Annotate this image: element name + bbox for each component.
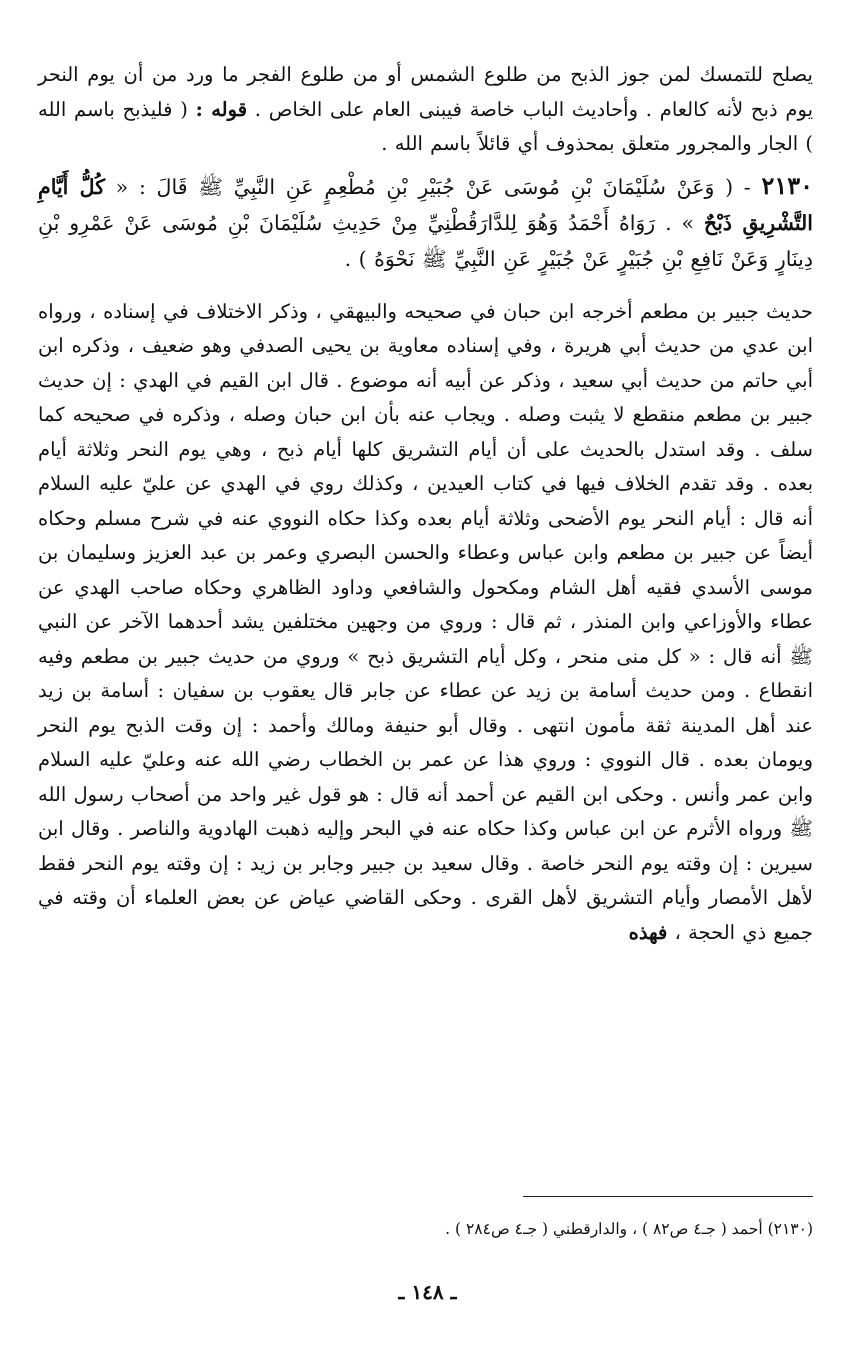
qawluhu-label: قوله : xyxy=(195,97,248,121)
hadith-dash: - xyxy=(733,174,762,199)
intro-line-2: يوم النحر يوم ذبح لأنه كالعام . وأحاديث الباب خاصة فيبنى العام على الخاص . xyxy=(38,63,813,121)
commentary-text: حديث جبير بن مطعم أخرجه ابن حبان في صحيحه والبيهقي ، وذكر الاختلاف في إسناده ، ورواه ابن عدي من حديث أبي هريرة ، وفي إسناده معاوية بن يحيى الصدفي وهو ضعيف ، وذكره ابن أبي حاتم من حديث أبي سعيد ، وذكر عن أبيه أنه موضوع . قال ابن القيم في الهدي : إن حديث جبير بن مطعم منقطع لا يثبت وصله . ويجاب عنه بأن ابن حبان وصله ، وذكره في صحيحه كما سلف . وقد استدل بالحديث على أن أيام التشريق كلها أيام ذبح ، وهي يوم النحر وثلاثة أيام بعده . وقد تقدم الخلاف فيها في كتاب العيدين ، وكذلك روي في الهدي عن عليّ عليه السلام أنه قال : أيام النحر يوم الأضحى وثلاثة أيام بعده وكذا حكاه النووي عنه في شرح مسلم وحكاه أيضاً عن جبير بن مطعم وابن عباس وعطاء والحسن البصري وعمر بن عبد العزيز وسليمان بن موسى الأسدي فقيه أهل الشام ومكحول والشافعي وداود الظاهري وحكاه صاحب الهدي عن عطاء والأوزاعي وابن المنذر ، ثم قال : وروي من وجهين مختلفين يشد أحدهما الآخر عن النبي ﷺ أنه قال : « كل منى منحر ، وكل أيام التشريق ذبح » وروي من حديث جبير بن مطعم وفيه انقطاع . ومن حديث أسامة بن زيد عن عطاء عن جابر قال يعقوب بن سفيان : أسامة بن زيد عند أهل المدينة ثقة مأمون انتهى . وقال أبو حنيفة ومالك وأحمد : إن وقت الذبح يوم النحر ويومان بعده . قال النووي : وروي هذا عن عمر بن الخطاب رضي الله عنه وعليّ عليه السلام وابن عمر وأنس . وحكى ابن القيم عن أحمد أنه قال : هو قول غير واحد من أصحاب رسول الله ﷺ ورواه الأثرم عن ابن عباس وكذا حكاه عنه في البحر وإليه ذهبت الهادوية والناصر . وقال ابن سيرين : إن وقته يوم النحر خاصة . وقال سعيد بن جبير وجابر بن زيد : إن وقته يوم النحر فقط لأهل الأمصار وأيام التشريق لأهل القرى . وحكى القاضي عياض عن بعض العلماء أن وقته في جميع ذي الحجة ، xyxy=(38,299,813,944)
hadith-paragraph xyxy=(38,168,813,277)
page-number: ـ ١٤٨ ـ xyxy=(398,1280,457,1304)
commentary-end-word: فهذه xyxy=(628,920,668,944)
footnote-divider xyxy=(523,1196,813,1197)
commentary-paragraph xyxy=(38,295,813,951)
hadith-quote: كُلُّ أَيَّامِ التَّشْرِيقِ ذَبْحٌ xyxy=(38,174,814,235)
footnote: (٢١٣٠) أحمد ( جـ٤ ص٨٢ ) ، والدارقطني ( جـ٤ ص٢٨٤ ) . xyxy=(445,1220,813,1238)
hadith-number: ٢١٣٠ xyxy=(761,170,813,200)
intro-line-1: يصلح للتمسك لمن جوز الذبح من طلوع الشمس أو من طلوع الفجر ما ورد من أن xyxy=(123,63,813,86)
intro-paragraph xyxy=(38,58,813,162)
hadith-text-b: » . رَوَاهُ أَحْمَدُ وَهُوَ لِلدَّارَقُطْنِيِّ مِنْ حَدِيثِ سُلَيْمَانَ بْنِ مُوسَى عَنْ عَمْرِو بْنِ دِينَارٍ وَعَنْ نَافِعِ بْنِ جُبَيْرٍ عَنْ جُبَيْرٍ عَنِ النَّبِيِّ ﷺ نَحْوَهُ ) . xyxy=(38,210,813,271)
hadith-text-a: ( وَعَنْ سُلَيْمَانَ بْنِ مُوسَى عَنْ جُبَيْرِ بْنِ مُطْعِمٍ عَنِ النَّبِيِّ ﷺ قَالَ : « xyxy=(104,174,734,199)
intro-line-3: ( فليذبح باسم الله ) الجار والمجرور متعلق بمحذوف أي قائلاً باسم الله . xyxy=(38,97,813,155)
